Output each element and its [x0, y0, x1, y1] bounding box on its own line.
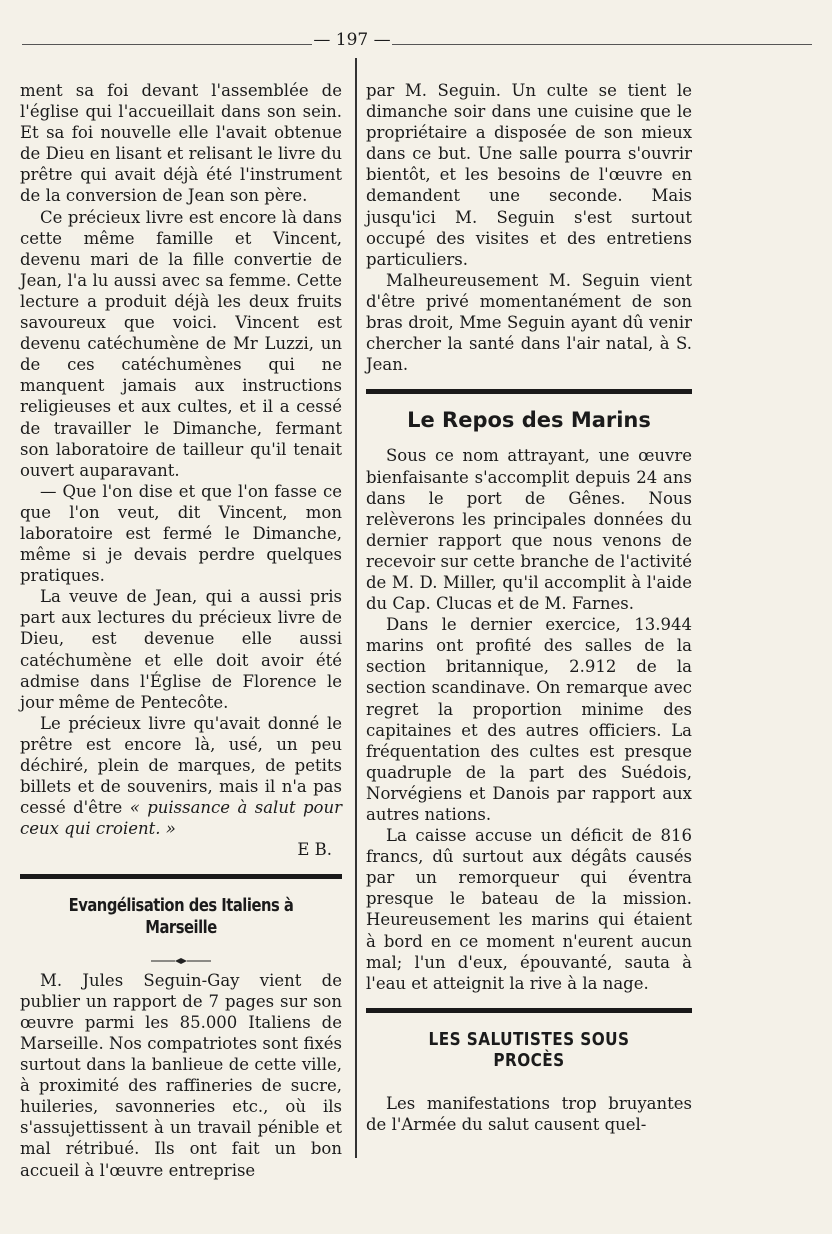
header-rule-right: [392, 44, 812, 45]
left-paragraph-4: La veuve de Jean, qui a aussi pris part aux lectures du précieux livre de Dieu, est devenue elle aussi catéchumène et elle doit avoir été admise dans l'Église de Florence le jour même de Pentecôte.: [20, 587, 342, 712]
left-paragraph-2: Ce précieux livre est encore là dans cette même famille et Vincent, devenu mari de la fille convertie de Jean, l'a lu aussi avec sa femme. Cette lecture a produit déjà les deux fruits savoureux que voici. Vincent est devenu catéchumène de Mr Luzzi, un de ces catéchumènes qui ne manquent jamais aux instructions religieuses et aux cultes, et il a cessé de travailler le Dimanche, fermant son laboratoire de tailleur qu'il tenait ouvert auparavant.: [20, 207, 342, 480]
scripture-quote: « puissance à salut pour ceux qui croient. »: [20, 798, 342, 839]
section-title-marseille: Evangélisation des Italiens à Marseille: [68, 895, 294, 938]
ornament-divider: [20, 948, 342, 954]
section-title-salutistes: LES SALUTISTES SOUS PROCÈS: [428, 1028, 630, 1071]
left-paragraph-1: ment sa foi devant l'assemblée de l'église qui l'accueillait dans son sein. Et sa foi nouvelle elle l'avait obtenue de Dieu en lisant et relisant le livre du prêtre qui avait déjà été l'instrument de la conversion de Jean son père.: [20, 81, 342, 206]
left-column: [20, 80, 342, 1181]
right-paragraph-1: par M. Seguin. Un culte se tient le dimanche soir dans une cuisine que le propriétaire a disposée de son mieux dans ce but. Une salle pourra s'ouvrir bientôt, et les besoins de l'œuvre en demandent une seconde. Mais jusqu'ici M. Seguin s'est surtout occupé des visites et des entretiens particuliers.: [366, 81, 692, 269]
page-header: [0, 30, 832, 60]
right-paragraph-6: Les manifestations trop bruyantes de l'Armée du salut causent quel-: [366, 1094, 692, 1135]
right-paragraph-2: Malheureusement M. Seguin vient d'être privé momentanément de son bras droit, Mme Seguin ayant dû venir chercher la santé dans l'air natal, à S. Jean.: [366, 270, 692, 375]
right-paragraph-3: Sous ce nom attrayant, une œuvre bienfaisante s'accomplit depuis 24 ans dans le port de Gênes. Nous relèverons les principales données du dernier rapport que nous venons de recevoir sur cette branche de l'activité de M. D. Miller, qu'il accomplit à l'aide du Cap. Clucas et de M. Farnes.: [366, 446, 692, 614]
section-rule: [366, 1008, 692, 1013]
section-title-marins: Le Repos des Marins: [407, 408, 651, 433]
left-paragraph-6: M. Jules Seguin-Gay vient de publier un rapport de 7 pages sur son œuvre parmi les 85.000 Italiens de Marseille. Nos compatriotes sont fixés surtout dans la banlieue de cette ville, à proximité des raffineries de sucre, huileries, savonneries etc., où ils s'assujettissent à un travail pénible et mal rétribué. Ils ont fait un bon accueil à l'œuvre entreprise: [20, 970, 342, 1180]
column-divider: [355, 58, 357, 1158]
header-rule-left: [22, 44, 312, 45]
page-number: — 197 —: [313, 30, 391, 50]
right-paragraph-5: La caisse accuse un déficit de 816 francs, dû surtout aux dégâts causés par un remorqueur qui éventra presque le bateau de la mission. Heureusement les marins qui étaient à bord en ce moment n'eurent aucun mal; l'un d'eux, épouvanté, sauta à l'eau et atteignit la rive à la nage.: [366, 826, 692, 993]
left-paragraph-5: [20, 713, 342, 840]
ornament-icon: [151, 958, 211, 964]
section-rule: [366, 389, 692, 394]
author-signature: E B.: [297, 840, 332, 860]
section-rule: [20, 874, 342, 879]
left-paragraph-5-text: Le précieux livre qu'avait donné le prêtre est encore là, usé, un peu déchiré, plein de marques, de petits billets et de souvenirs, mais il n'a pas cessé d'être: [20, 713, 342, 818]
right-column: [366, 80, 692, 1135]
right-paragraph-4: Dans le dernier exercice, 13.944 marins ont profité des salles de la section britannique, 2.912 de la section scandinave. On remarque avec regret la proportion minime des capitaines et des autres officiers. La fréquentation des cultes est presque quadruple de la part des Suédois, Norvégiens et Danois par rapport aux autres nations.: [366, 615, 692, 824]
left-paragraph-3: — Que l'on dise et que l'on fasse ce que l'on veut, dit Vincent, mon laboratoire est fermé le Dimanche, même si je devais perdre quelques pratiques.: [20, 481, 342, 586]
